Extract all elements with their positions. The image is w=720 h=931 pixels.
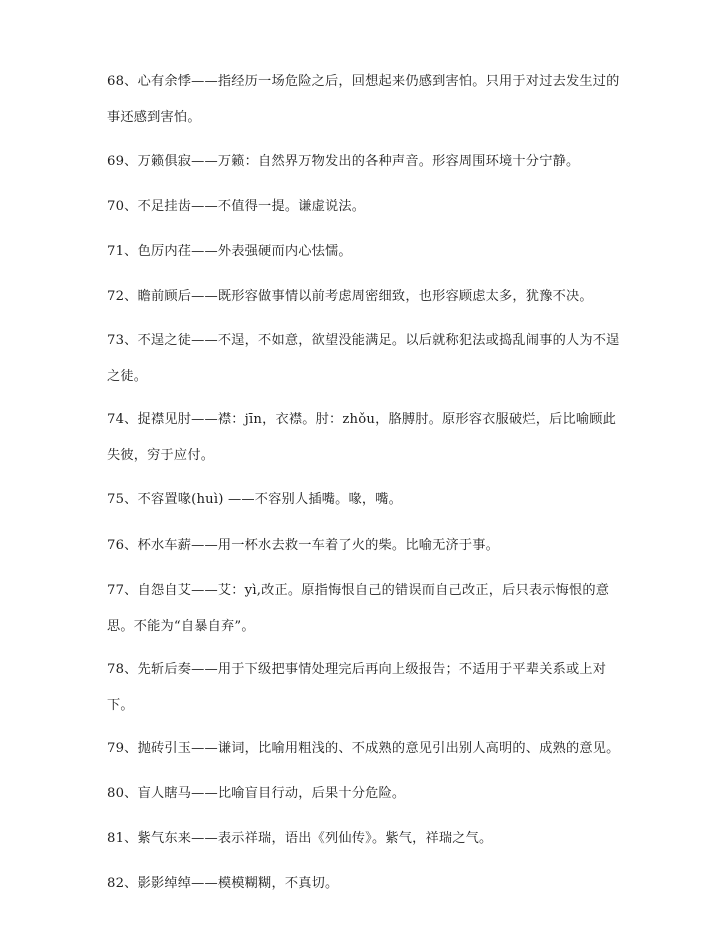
entry-76: 76、杯水车薪——用一杯水去救一车着了火的柴。比喻无济于事。 — [107, 538, 500, 553]
entry-75: 75、不容置喙(huì) ——不容别人插嘴。喙，嘴。 — [107, 492, 403, 507]
entry-71: 71、色厉内荏——外表强硬而内心怯懦。 — [107, 244, 352, 259]
entry-82: 82、影影绰绰——模模糊糊，不真切。 — [107, 876, 339, 891]
entry-77: 77、自怨自艾——艾：yì,改正。原指悔恨自己的错误而自己改正，后只表示悔恨的意思。不能为“自暴自弃”。 — [107, 583, 610, 634]
entry-70: 70、不足挂齿——不值得一提。谦虚说法。 — [107, 199, 366, 214]
entry-80: 80、盲人瞎马——比喻盲目行动，后果十分危险。 — [107, 786, 406, 801]
entry-81: 81、紫气东来——表示祥瑞，语出《列仙传》。紫气，祥瑞之气。 — [107, 831, 493, 846]
entry-79: 79、抛砖引玉——谦词，比喻用粗浅的、不成熟的意见引出别人高明的、成熟的意见。 — [107, 741, 620, 756]
entry-72: 72、瞻前顾后——既形容做事情以前考虑周密细致，也形容顾虑太多，犹豫不决。 — [107, 289, 593, 304]
entry-68: 68、心有余悸——指经历一场危险之后，回想起来仍感到害怕。只用于对过去发生过的事还感到害怕。 — [107, 74, 620, 125]
entry-73: 73、不逞之徒——不逞，不如意，欲望没能满足。以后就称犯法或捣乱闹事的人为不逞之徒。 — [107, 333, 620, 384]
entry-78: 78、先斩后奏——用于下级把事情处理完后再向上级报告；不适用于平辈关系或上对下。 — [107, 662, 607, 713]
entry-69: 69、万籁俱寂——万籁：自然界万物发出的各种声音。形容周围环境十分宁静。 — [107, 154, 580, 169]
entry-74: 74、捉襟见肘——襟：jīn，衣襟。肘：zhǒu，胳膊肘。原形容衣服破烂，后比喻顾此失彼，穷于应付。 — [107, 412, 617, 463]
